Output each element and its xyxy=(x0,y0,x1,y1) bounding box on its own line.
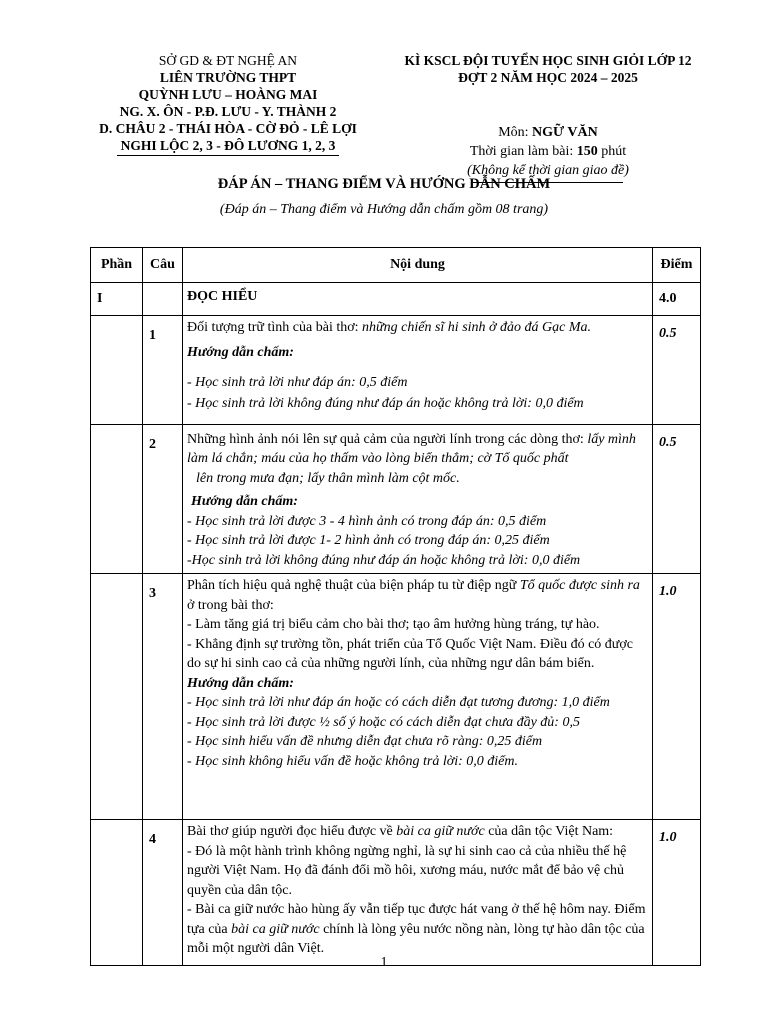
time-label: Thời gian làm bài: xyxy=(469,144,574,159)
question-stem: Đối tượng trữ tình của bài thơ: xyxy=(187,319,363,335)
school-list-line-2: D. CHÂU 2 - THÁI HÒA - CỜ ĐỎ - LÊ LỢI xyxy=(99,121,357,136)
time-value: 150 xyxy=(576,144,598,159)
grading-criterion: - Học sinh trả lời như đáp án: 0,5 điểm xyxy=(187,374,408,390)
question-content xyxy=(183,315,653,424)
header-right-block xyxy=(388,52,708,183)
grading-criterion: - Học sinh trả lời không đúng như đáp án hoặc không trả lời: 0,0 điểm xyxy=(187,396,584,411)
grading-criterion: - Học sinh không hiểu vấn đề hoặc không trả lời: 0,0 điểm. xyxy=(187,753,518,769)
question-stem-end: của dân tộc Việt Nam: xyxy=(484,824,614,839)
answer-key-table xyxy=(90,247,701,966)
quoted-phrase: bài ca giữ nước xyxy=(231,921,320,937)
question-score: 0.5 xyxy=(653,424,701,574)
header-noi-dung: Nội dung xyxy=(183,248,653,283)
section-score: 4.0 xyxy=(653,283,701,316)
subject-label: Môn: xyxy=(498,125,529,140)
grading-guide-label: Hướng dẫn chấm: xyxy=(191,494,298,509)
exam-title: KÌ KSCL ĐỘI TUYỂN HỌC SINH GIỎI LỚP 12 xyxy=(404,53,692,68)
grading-guide-label: Hướng dẫn chấm: xyxy=(187,675,294,691)
header-diem: Điểm xyxy=(653,248,701,283)
table-row xyxy=(91,820,701,966)
school-list-line-3: NGHI LỘC 2, 3 - ĐÔ LƯƠNG 1, 2, 3 xyxy=(117,137,340,156)
department-name: SỞ GD & ĐT NGHỆ AN xyxy=(158,53,298,68)
question-number: 3 xyxy=(143,574,183,820)
document-subtitle: (Đáp án – Thang điểm và Hướng dẫn chấm gồm 08 trang) xyxy=(219,202,549,217)
school-list-line-1: NG. X. ÔN - P.Đ. LƯU - Y. THÀNH 2 xyxy=(119,104,337,119)
answer-text: - Bài ca giữ nước hào hùng ấy vẫn tiếp tục được hát vang ở thế hệ hôm nay. Điểm tựa của xyxy=(187,902,646,937)
grading-criterion: - Học sinh trả lời được 3 - 4 hình ảnh có trong đáp án: 0,5 điểm xyxy=(187,513,547,529)
question-score: 0.5 xyxy=(653,315,701,424)
question-content xyxy=(183,574,653,820)
table-row xyxy=(91,424,701,574)
answer-point: - Đó là một hành trình không ngừng nghỉ, là sự hi sinh cao cả của nhiều thế hệ người Việt Nam. Họ đã đánh đổi mồ hôi, xương máu, nước mắt để bảo vệ chủ quyền của dân tộc. xyxy=(187,843,627,898)
table-header-row xyxy=(91,248,701,283)
grading-criterion: - Học sinh trả lời như đáp án hoặc có cách diễn đạt tương đương: 1,0 điểm xyxy=(187,695,610,710)
question-stem: Bài thơ giúp người đọc hiểu được về xyxy=(187,824,397,839)
grading-criterion: - Học sinh hiểu vấn đề nhưng diễn đạt chưa rõ ràng: 0,25 điểm xyxy=(187,734,543,749)
answer-point xyxy=(187,900,648,959)
question-stem: Phân tích hiệu quả nghệ thuật của biện pháp tu từ điệp ngữ xyxy=(187,578,520,593)
quoted-phrase: Tổ quốc được sinh ra xyxy=(519,578,640,593)
question-score: 1.0 xyxy=(653,820,701,966)
question-answer: lấy mình làm lá chắn; máu của họ thấm vào lòng biển thẳm; cờ Tổ quốc phất xyxy=(187,431,636,466)
question-content xyxy=(183,424,653,574)
section-number: I xyxy=(91,283,143,316)
quoted-phrase: bài ca giữ nước xyxy=(396,824,485,839)
grading-guide-label: Hướng dẫn chấm: xyxy=(187,345,294,360)
time-line xyxy=(388,143,708,160)
section-row xyxy=(91,283,701,316)
header-left-block xyxy=(78,52,378,156)
exam-round: ĐỢT 2 NĂM HỌC 2024 – 2025 xyxy=(458,70,638,85)
question-number: 4 xyxy=(143,820,183,966)
question-number: 1 xyxy=(143,315,183,424)
district-names: QUỲNH LƯU – HOÀNG MAI xyxy=(138,87,318,102)
question-content xyxy=(183,820,653,966)
grading-criterion: - Học sinh trả lời được 1- 2 hình ảnh có trong đáp án: 0,25 điểm xyxy=(187,533,550,548)
question-answer-continued: lên trong mưa đạn; lấy thân mình làm cột mốc. xyxy=(196,470,460,486)
answer-point: - Làm tăng giá trị biểu cảm cho bài thơ; tạo âm hưởng hùng tráng, tự hào. xyxy=(187,617,600,632)
question-number: 2 xyxy=(143,424,183,574)
question-score: 1.0 xyxy=(653,574,701,820)
grading-criterion: - Học sinh trả lời được ½ số ý hoặc có cách diễn đạt chưa đầy đủ: 0,5 xyxy=(187,714,580,730)
grading-criterion: -Học sinh trả lời không đúng như đáp án hoặc không trả lời: 0,0 điểm xyxy=(187,552,581,568)
question-stem-end: ở trong bài thơ: xyxy=(187,597,274,613)
document-title: ĐÁP ÁN – THANG ĐIỂM VÀ HƯỚNG DẪN CHẤM xyxy=(217,176,551,192)
answer-text: chính là lòng yêu nước nồng nàn, lòng tự hào dân tộc của mỗi một người dân Việt. xyxy=(187,921,645,956)
question-answer: những chiến sĩ hi sinh ở đảo đá Gạc Ma. xyxy=(362,319,591,335)
question-stem: Những hình ảnh nói lên sự quả cảm của người lính trong các dòng thơ: xyxy=(187,431,588,447)
answer-point: - Khẳng định sự trường tồn, phát triển của Tổ Quốc Việt Nam. Điều đó có được do sự hi sinh cao cả của những người lính, của những ngư dân bám biển. xyxy=(187,636,634,671)
header-phan: Phần xyxy=(91,248,143,283)
table-row xyxy=(91,315,701,424)
time-note: (Không kể thời gian giao đề) xyxy=(467,163,629,178)
table-row xyxy=(91,574,701,820)
time-unit: phút xyxy=(601,144,627,159)
header-cau: Câu xyxy=(143,248,183,283)
page-number: 1 xyxy=(380,955,388,970)
school-group-name: LIÊN TRƯỜNG THPT xyxy=(159,70,297,85)
subject-name: NGỮ VĂN xyxy=(532,125,598,140)
subject-line xyxy=(388,124,708,141)
section-title: ĐỌC HIỂU xyxy=(183,283,653,316)
